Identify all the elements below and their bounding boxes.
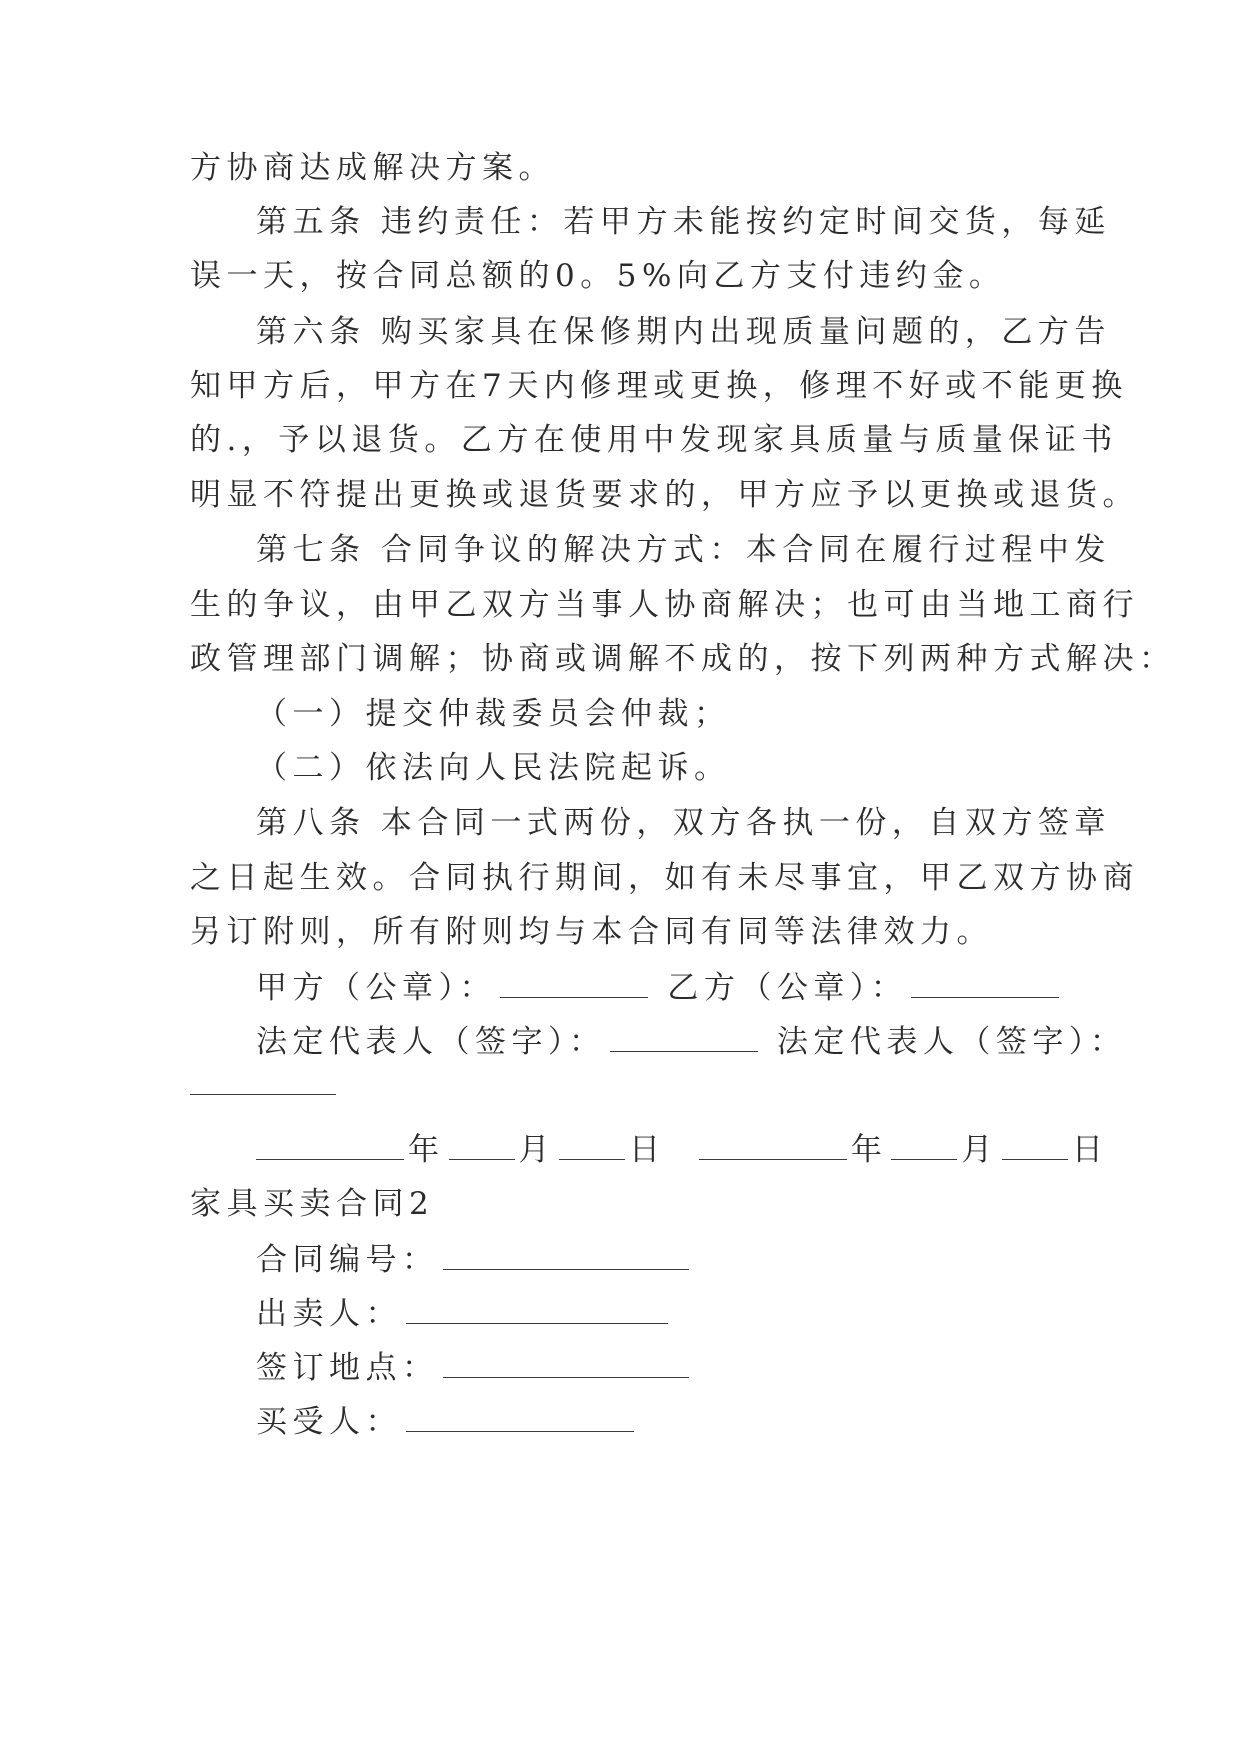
month-b-label: 月 [961,1132,998,1168]
year-a-label: 年 [408,1132,445,1168]
article-5-line-2: 误一天，按合同总额的0。5%向乙方支付违约金。 [190,258,1006,294]
seller-row [256,1294,672,1334]
article-6-line-1: 第六条 购买家具在保修期内出现质量问题的，乙方告 [256,314,1111,350]
buyer-blank[interactable] [406,1405,634,1432]
article-6-line-2: 知甲方后，甲方在7天内修理或更换，修理不好或不能更换 [190,368,1128,404]
article-5-line-1: 第五条 违约责任：若甲方未能按约定时间交货，每延 [256,204,1111,240]
article-7-line-1: 第七条 合同争议的解决方式：本合同在履行过程中发 [256,532,1111,568]
buyer-row [256,1402,638,1442]
option-1: （一）提交仲裁委员会仲裁； [256,696,731,732]
rep-b-blank[interactable] [190,1094,336,1095]
contract-no-blank[interactable] [443,1243,689,1270]
party-b-seal-label: 乙方（公章）： [667,970,908,1006]
year-b-label: 年 [850,1132,888,1168]
party-a-seal-blank[interactable] [500,971,648,998]
rep-b-label: 法定代表人（签字）： [776,1024,1127,1060]
month-a-label: 月 [518,1132,555,1168]
article-7-line-2: 生的争议，由甲乙双方当事人协商解决；也可由当地工商行 [190,587,1139,623]
day-a-label: 日 [629,1132,666,1168]
article-8-line-3: 另订附则，所有附则均与本合同有同等法律效力。 [190,914,993,950]
paragraph-line: 方协商达成解决方案。 [190,150,555,186]
article-7-line-3: 政管理部门调解；协商或调解不成的，按下列两种方式解决： [190,641,1176,677]
article-8-line-2: 之日起生效。合同执行期间，如有未尽事宜，甲乙双方协商 [190,860,1139,896]
option-2: （二）依法向人民法院起诉。 [256,750,731,786]
party-b-seal-blank[interactable] [911,971,1059,998]
month-b-blank[interactable] [891,1133,957,1160]
rep-a-blank[interactable] [610,1025,758,1052]
article-6-line-3: 的.，予以退货。乙方在使用中发现家具质量与质量保证书 [190,422,1118,458]
year-a-blank[interactable] [256,1133,404,1160]
buyer-label: 买受人： [256,1404,402,1440]
contract2-title: 家具买卖合同2 [190,1186,435,1222]
party-a-seal-label: 甲方（公章）： [256,970,496,1006]
date-row [256,1130,1108,1170]
seal-row [256,968,1063,1008]
representative-row [256,1022,1126,1062]
year-b-blank[interactable] [699,1133,847,1160]
article-8-line-1: 第八条 本合同一式两份，双方各执一份，自双方签章 [256,805,1111,841]
day-a-blank[interactable] [559,1133,625,1160]
contract-no-row [256,1240,693,1280]
seller-label: 出卖人： [256,1296,402,1332]
rep-a-label: 法定代表人（签字）： [256,1024,606,1060]
article-6-line-4: 明显不符提出更换或退货要求的，甲方应予以更换或退货。 [190,477,1139,513]
day-b-blank[interactable] [1002,1133,1068,1160]
place-label: 签订地点： [256,1350,439,1386]
seller-blank[interactable] [406,1297,668,1324]
place-row [256,1348,693,1388]
place-blank[interactable] [443,1351,689,1378]
month-a-blank[interactable] [449,1133,515,1160]
contract-no-label: 合同编号： [256,1242,439,1278]
day-b-label: 日 [1071,1132,1109,1168]
